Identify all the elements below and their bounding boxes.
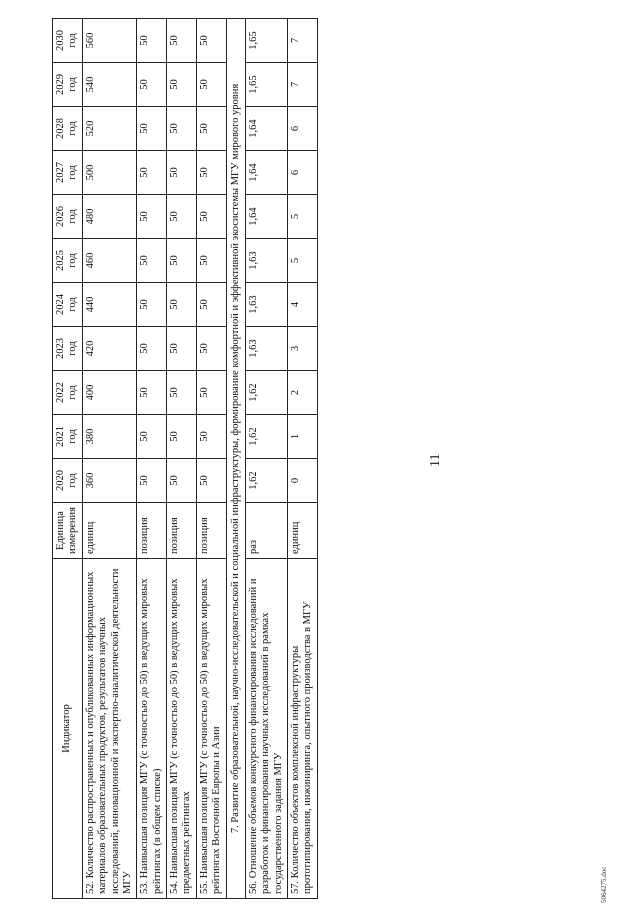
value-cell: 50: [196, 151, 226, 195]
value-cell: 7: [288, 63, 318, 107]
value-cell: 540: [82, 63, 137, 107]
unit-cell: позиция: [137, 503, 167, 559]
table-row: [167, 19, 197, 899]
unit-cell: позиция: [196, 503, 226, 559]
value-cell: 50: [137, 195, 167, 239]
table-row: [288, 19, 318, 899]
value-cell: 6: [288, 151, 318, 195]
indicators-table: [52, 18, 318, 899]
indicator-cell: 52. Количество распространенных и опубликованных информационных материалов образовательных продуктов, результатов научных исследований, инновационной и экспертно-аналитической деятельности МГУ: [82, 559, 137, 899]
value-cell: 50: [196, 107, 226, 151]
value-cell: 50: [137, 19, 167, 63]
value-cell: 500: [82, 151, 137, 195]
table-body-upper: [82, 19, 226, 899]
value-cell: 50: [196, 19, 226, 63]
value-cell: 560: [82, 19, 137, 63]
value-cell: 1,63: [245, 239, 287, 283]
unit-cell: единиц: [288, 503, 318, 559]
value-cell: 50: [196, 195, 226, 239]
table-row: [137, 19, 167, 899]
value-cell: 50: [167, 151, 197, 195]
header-year: 2025 год: [53, 239, 83, 283]
value-cell: 440: [82, 283, 137, 327]
indicator-cell: 56. Отношение объемов конкурсного финансирования исследований и разработок и финансирования научных исследований в рамках государственного задания МГУ: [245, 559, 287, 899]
value-cell: 50: [137, 459, 167, 503]
header-year: 2026 год: [53, 195, 83, 239]
value-cell: 1,64: [245, 195, 287, 239]
value-cell: 1,63: [245, 327, 287, 371]
header-year: 2020 год: [53, 459, 83, 503]
value-cell: 1,62: [245, 371, 287, 415]
value-cell: 1: [288, 415, 318, 459]
header-row: [53, 19, 83, 899]
value-cell: 50: [196, 239, 226, 283]
value-cell: 50: [167, 371, 197, 415]
value-cell: 50: [196, 371, 226, 415]
value-cell: 420: [82, 327, 137, 371]
indicator-cell: 55. Наивысшая позиция МГУ (с точностью до 50) в ведущих мировых рейтингах Восточной Европы и Азии: [196, 559, 226, 899]
value-cell: 480: [82, 195, 137, 239]
value-cell: 1,65: [245, 63, 287, 107]
value-cell: 50: [196, 415, 226, 459]
document-code: 5064275.doc: [600, 866, 608, 903]
header-year: 2027 год: [53, 151, 83, 195]
value-cell: 0: [288, 459, 318, 503]
value-cell: 50: [167, 195, 197, 239]
indicator-cell: 54. Наивысшая позиция МГУ (с точностью до 50) в ведущих мировых предметных рейтингах: [167, 559, 197, 899]
value-cell: 380: [82, 415, 137, 459]
value-cell: 4: [288, 283, 318, 327]
value-cell: 50: [137, 151, 167, 195]
value-cell: 1,64: [245, 151, 287, 195]
value-cell: 400: [82, 371, 137, 415]
unit-cell: позиция: [167, 503, 197, 559]
value-cell: 520: [82, 107, 137, 151]
value-cell: 50: [167, 283, 197, 327]
value-cell: 2: [288, 371, 318, 415]
value-cell: 50: [167, 107, 197, 151]
header-indicator: Индикатор: [53, 559, 83, 899]
value-cell: 1,65: [245, 19, 287, 63]
value-cell: 50: [167, 63, 197, 107]
value-cell: 50: [167, 459, 197, 503]
header-year: 2028 год: [53, 107, 83, 151]
value-cell: 50: [167, 327, 197, 371]
table-row: [82, 19, 137, 899]
header-year: 2022 год: [53, 371, 83, 415]
value-cell: 5: [288, 195, 318, 239]
value-cell: 360: [82, 459, 137, 503]
header-unit: Единица измерения: [53, 503, 83, 559]
value-cell: 50: [137, 107, 167, 151]
value-cell: 50: [137, 239, 167, 283]
section-row: [226, 19, 245, 899]
value-cell: 50: [167, 239, 197, 283]
value-cell: 50: [137, 327, 167, 371]
value-cell: 3: [288, 327, 318, 371]
value-cell: 460: [82, 239, 137, 283]
indicator-cell: 57. Количество объектов комплексной инфраструктуры прототипирования, инжиниринга, опытного производства в МГУ: [288, 559, 318, 899]
unit-cell: раз: [245, 503, 287, 559]
value-cell: 50: [137, 63, 167, 107]
value-cell: 50: [196, 459, 226, 503]
value-cell: 1,62: [245, 415, 287, 459]
section-body: [226, 19, 245, 899]
value-cell: 1,62: [245, 459, 287, 503]
header-year: 2023 год: [53, 327, 83, 371]
value-cell: 50: [137, 415, 167, 459]
value-cell: 50: [196, 63, 226, 107]
value-cell: 1,64: [245, 107, 287, 151]
table-row: [245, 19, 287, 899]
header-year: 2030 год: [53, 19, 83, 63]
indicator-cell: 53. Наивысшая позиция МГУ (с точностью до 50) в ведущих мировых рейтингах (в общем списке): [137, 559, 167, 899]
table-body-lower: [245, 19, 317, 899]
value-cell: 50: [167, 415, 197, 459]
header-year: 2021 год: [53, 415, 83, 459]
page-number: 11: [428, 453, 443, 467]
header-year: 2029 год: [53, 63, 83, 107]
value-cell: 50: [196, 327, 226, 371]
section-title: 7. Развитие образовательной, научно-исследовательской и социальной инфраструктуры, формирование комфортной и эффективной экосистемы МГУ мирового уровня: [226, 19, 245, 899]
value-cell: 5: [288, 239, 318, 283]
value-cell: 6: [288, 107, 318, 151]
value-cell: 50: [196, 283, 226, 327]
unit-cell: единиц: [82, 503, 137, 559]
value-cell: 50: [167, 19, 197, 63]
value-cell: 7: [288, 19, 318, 63]
header-year: 2024 год: [53, 283, 83, 327]
value-cell: 1,63: [245, 283, 287, 327]
value-cell: 50: [137, 371, 167, 415]
table-row: [196, 19, 226, 899]
value-cell: 50: [137, 283, 167, 327]
